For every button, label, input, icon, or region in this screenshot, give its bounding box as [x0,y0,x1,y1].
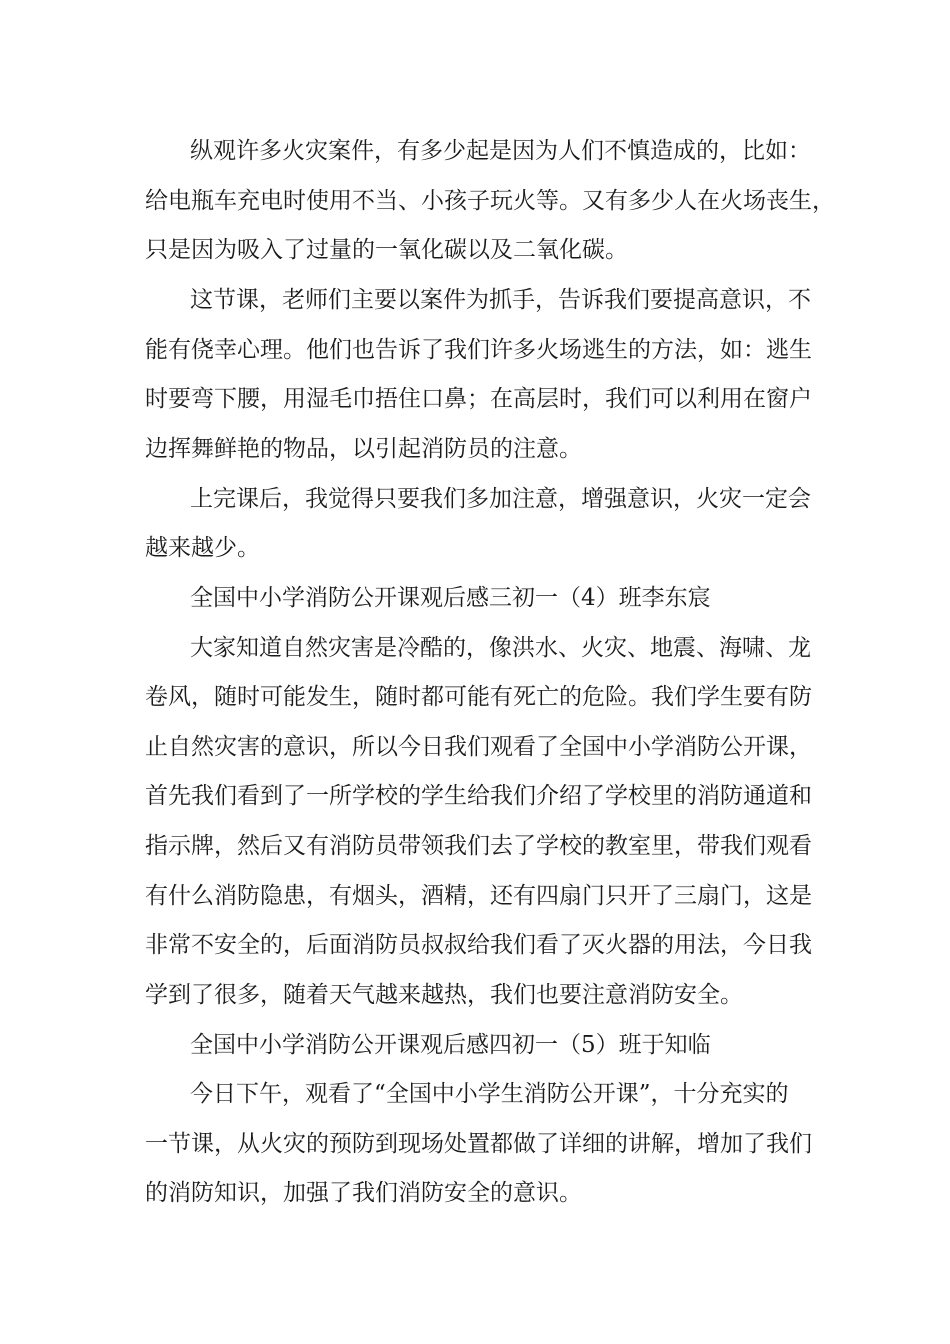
paragraph-line: 给电瓶车充电时使用不当、小孩子玩火等。又有多少人在火场丧生， [145,188,835,214]
paragraph-line: 非常不安全的，后面消防员叔叔给我们看了灭火器的用法，今日我 [145,932,812,958]
paragraph-line: 时要弯下腰，用湿毛巾捂住口鼻；在高层时，我们可以利用在窗户 [145,386,812,412]
paragraph-line: 卷风，随时可能发生，随时都可能有死亡的危险。我们学生要有防 [145,684,812,710]
section-heading: 全国中小学消防公开课观后感四初一（5）班于知临 [190,1032,711,1058]
paragraph-line: 一节课，从火灾的预防到现场处置都做了详细的讲解，增加了我们 [145,1131,812,1157]
paragraph-line: 能有侥幸心理。他们也告诉了我们许多火场逃生的方法，如：逃生 [145,337,812,363]
paragraph-line: 有什么消防隐患，有烟头，酒精，还有四扇门只开了三扇门，这是 [145,883,812,909]
paragraph-line: 纵观许多火灾案件，有多少起是因为人们不慎造成的，比如： [190,138,811,164]
paragraph-line: 学到了很多，随着天气越来越热，我们也要注意消防安全。 [145,982,743,1008]
paragraph-line: 上完课后，我觉得只要我们多加注意，增强意识，火灾一定会 [190,486,811,512]
paragraph-line: 指示牌，然后又有消防员带领我们去了学校的教室里，带我们观看 [145,833,812,859]
paragraph-line: 只是因为吸入了过量的一氧化碳以及二氧化碳。 [145,237,628,263]
paragraph-line: 越来越少。 [145,535,260,561]
paragraph-line: 首先我们看到了一所学校的学生给我们介绍了学校里的消防通道和 [145,783,812,809]
paragraph-line: 边挥舞鲜艳的物品，以引起消防员的注意。 [145,436,582,462]
paragraph-line: 这节课，老师们主要以案件为抓手，告诉我们要提高意识，不 [190,287,811,313]
paragraph-line: 止自然灾害的意识，所以今日我们观看了全国中小学消防公开课， [145,734,812,760]
paragraph-line: 大家知道自然灾害是冷酷的，像洪水、火灾、地震、海啸、龙 [190,635,811,661]
paragraph-line: 今日下午，观看了“全国中小学生消防公开课”，十分充实的 [190,1081,789,1107]
section-heading: 全国中小学消防公开课观后感三初一（4）班李东宸 [190,585,711,611]
paragraph-line: 的消防知识，加强了我们消防安全的意识。 [145,1180,582,1206]
